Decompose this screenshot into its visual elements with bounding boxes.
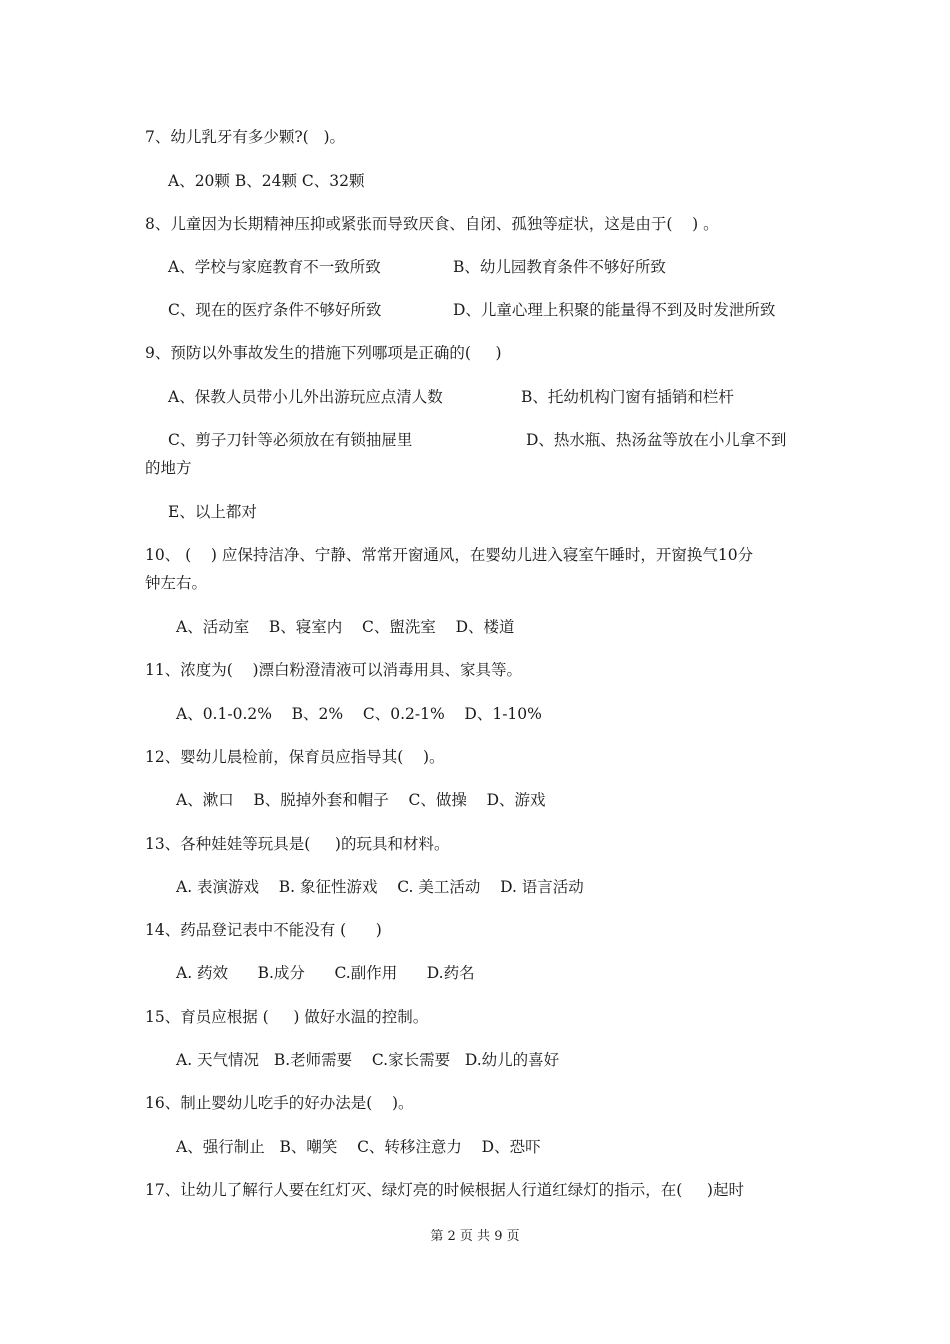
question-7-options: A、20颗 B、24颗 C、32颗: [168, 172, 365, 190]
question-8-option-d: D、儿童心理上积聚的能量得不到及时发泄所致: [453, 301, 776, 319]
question-7-stem: 7、幼儿乳牙有多少颗?( )。: [145, 128, 346, 146]
question-8-option-a: A、学校与家庭教育不一致所致: [168, 258, 381, 276]
question-9-option-d: D、热水瓶、热汤盆等放在小儿拿不到: [526, 431, 787, 449]
question-15-options: A. 天气情况 B.老师需要 C.家长需要 D.幼儿的喜好: [176, 1051, 560, 1069]
question-17-stem: 17、让幼儿了解行人要在红灯灭、绿灯亮的时候根据人行道红绿灯的指示，在( )起时: [145, 1181, 744, 1199]
question-9-stem: 9、预防以外事故发生的措施下列哪项是正确的( ): [145, 344, 502, 362]
page-number: 第 2 页 共 9 页: [430, 1229, 520, 1244]
question-8-stem: 8、儿童因为长期精神压抑或紧张而导致厌食、自闭、孤独等症状，这是由于( ) 。: [145, 215, 719, 233]
question-10-stem: 10、 ( ) 应保持洁净、宁静、常常开窗通风，在婴幼儿进入寝室午睡时，开窗换气10分: [145, 546, 754, 564]
question-13-stem: 13、各种娃娃等玩具是( )的玩具和材料。: [145, 835, 450, 853]
question-12-stem: 12、婴幼儿晨检前，保育员应指导其( )。: [145, 748, 445, 766]
question-13-options: A. 表演游戏 B. 象征性游戏 C. 美工活动 D. 语言活动: [176, 878, 584, 896]
question-12-options: A、漱口 B、脱掉外套和帽子 C、做操 D、游戏: [176, 791, 546, 809]
question-9-option-c: C、剪子刀针等必须放在有锁抽屉里: [168, 431, 413, 449]
question-16-stem: 16、制止婴幼儿吃手的好办法是( )。: [145, 1094, 414, 1112]
question-9-option-b: B、托幼机构门窗有插销和栏杆: [521, 388, 734, 406]
question-10-stem-continued: 钟左右。: [145, 574, 208, 592]
question-15-stem: 15、育员应根据 ( ) 做好水温的控制。: [145, 1008, 429, 1026]
question-14-options: A. 药效 B.成分 C.副作用 D.药名: [176, 964, 475, 982]
question-14-stem: 14、药品登记表中不能没有 ( ): [145, 921, 382, 939]
question-8-option-b: B、幼儿园教育条件不够好所致: [453, 258, 666, 276]
question-8-option-c: C、现在的医疗条件不够好所致: [168, 301, 382, 319]
question-11-options: A、0.1-0.2% B、2% C、0.2-1% D、1-10%: [176, 705, 542, 723]
question-9-option-d-continued: 的地方: [145, 459, 192, 477]
question-9-option-e: E、以上都对: [168, 503, 257, 521]
question-9-option-a: A、保教人员带小儿外出游玩应点清人数: [168, 388, 443, 406]
question-10-options: A、活动室 B、寝室内 C、盥洗室 D、楼道: [176, 618, 515, 636]
question-16-options: A、强行制止 B、嘲笑 C、转移注意力 D、恐吓: [176, 1138, 541, 1156]
question-11-stem: 11、浓度为( )漂白粉澄清液可以消毒用具、家具等。: [145, 661, 523, 679]
